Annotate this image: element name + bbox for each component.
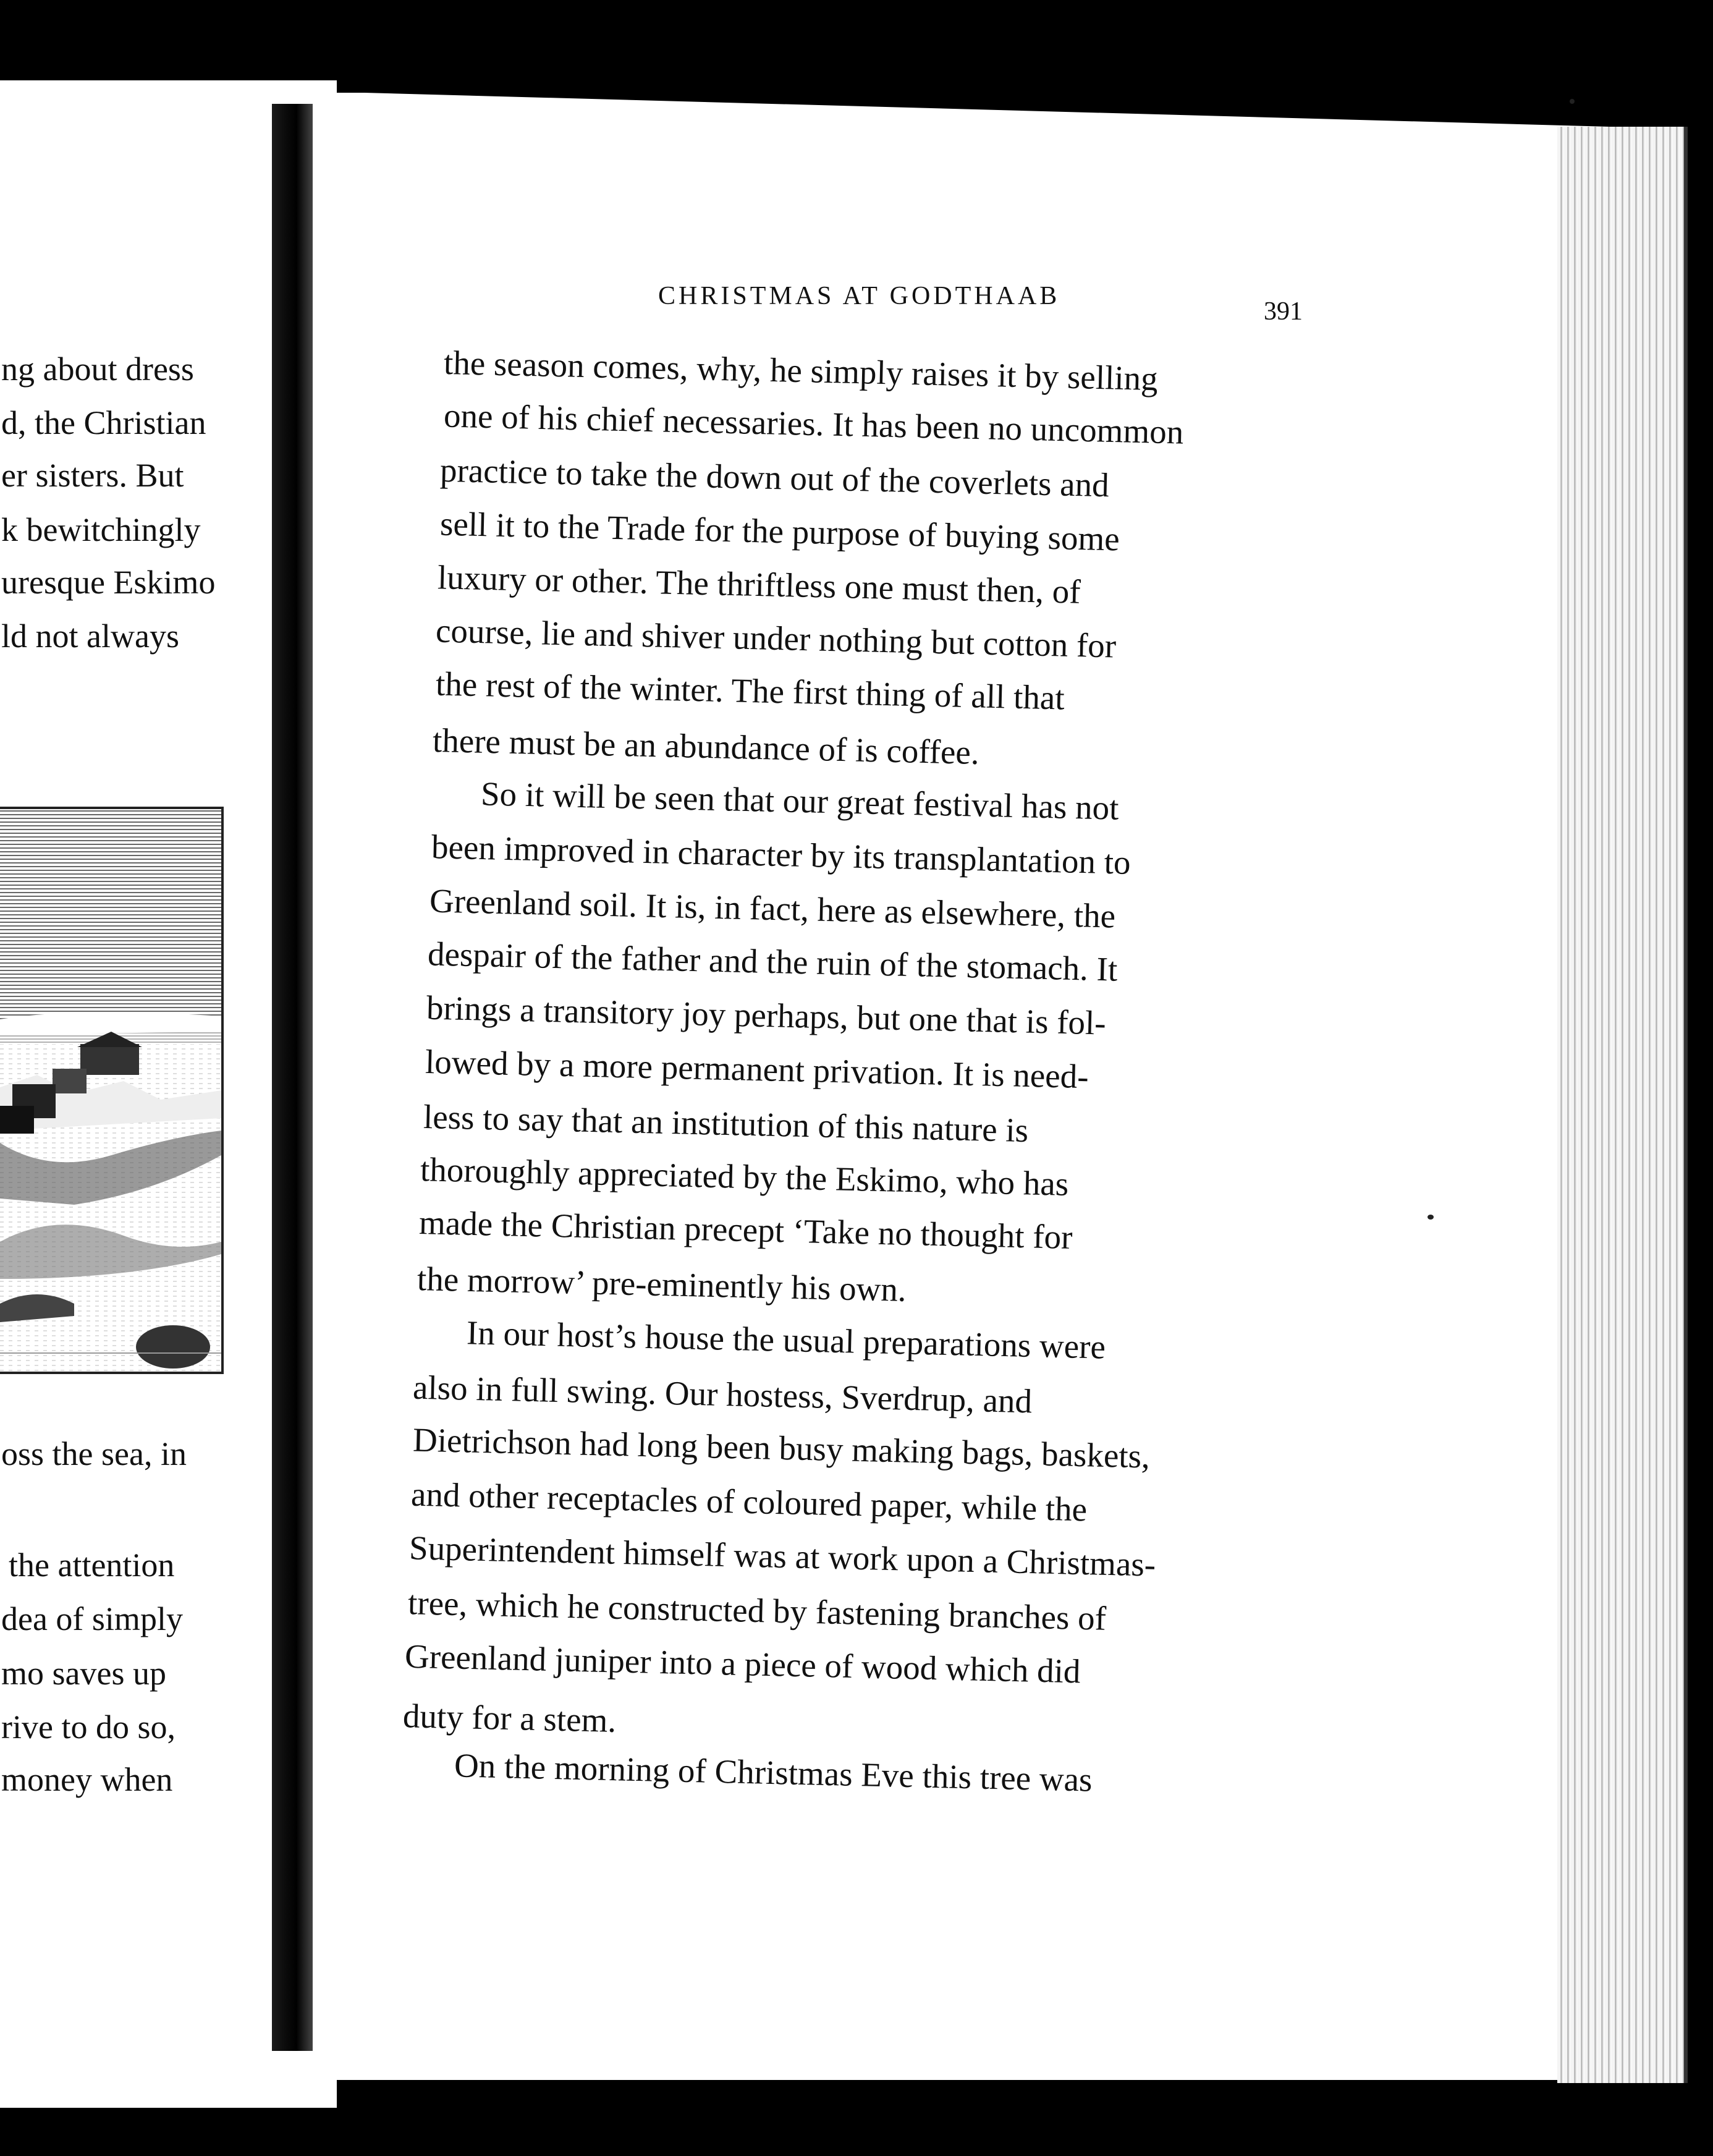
page-edges <box>1557 127 1688 2083</box>
body-line: course, lie and shiver under nothing but cotton for <box>435 611 1117 665</box>
left-page-line: oss the sea, in <box>1 1435 187 1472</box>
scan-speck <box>1570 99 1575 104</box>
body-line: the season comes, why, he simply raises it by selling <box>443 343 1159 398</box>
left-page-line: ng about dress <box>1 350 194 388</box>
body-line: lowed by a more permanent privation. It is need- <box>425 1042 1089 1096</box>
body-line: sell it to the Trade for the purpose of buying some <box>439 504 1120 558</box>
body-line: In our host’s house the usual preparations were <box>466 1314 1106 1366</box>
body-line: thoroughly appreciated by the Eskimo, who has <box>420 1150 1069 1203</box>
body-line: there must be an abundance of is coffee. <box>432 721 980 772</box>
left-page-line: the attention <box>9 1547 175 1584</box>
body-line: the morrow’ pre-eminently his own. <box>417 1260 907 1309</box>
scan-speck <box>1428 1215 1434 1220</box>
left-page-line: uresque Eskimo <box>1 564 216 601</box>
running-head: CHRISTMAS AT GODTHAAB <box>658 282 1060 310</box>
left-page-line: money when <box>1 1761 173 1798</box>
body-line: Greenland juniper into a piece of wood which did <box>404 1637 1081 1691</box>
engraving-illustration <box>0 807 224 1374</box>
body-line: been improved in character by its transplantation to <box>431 828 1131 881</box>
body-line: Dietrichson had long been busy making bags, baskets, <box>412 1420 1151 1475</box>
body-line: and other receptacles of coloured paper, while the <box>410 1475 1088 1529</box>
body-line: one of his chief necessaries. It has been no uncommon <box>443 396 1184 451</box>
left-page-line: rive to do so, <box>1 1708 176 1746</box>
left-page-line: k bewitchingly <box>1 511 201 548</box>
body-line: made the Christian precept ‘Take no thought for <box>418 1203 1073 1256</box>
left-page-line: mo saves up <box>1 1655 166 1692</box>
body-line: practice to take the down out of the coverlets and <box>439 451 1110 504</box>
body-line: tree, which he constructed by fastening branches of <box>407 1584 1107 1637</box>
page-number: 391 <box>1264 297 1303 326</box>
body-line: On the morning of Christmas Eve this tree was <box>454 1746 1093 1799</box>
left-page-line: er sisters. But <box>1 457 184 494</box>
body-line: also in full swing. Our hostess, Sverdrup, and <box>412 1368 1033 1420</box>
binding-gutter <box>272 104 313 2051</box>
body-line: Greenland soil. It is, in fact, here as elsewhere, the <box>429 881 1116 935</box>
body-line: Superintendent himself was at work upon a Christmas- <box>408 1529 1156 1584</box>
arctic-landscape-engraving <box>0 809 221 1372</box>
body-line: less to say that an institution of this nature is <box>423 1097 1029 1150</box>
body-line: brings a transitory joy perhaps, but one that is fol- <box>426 988 1107 1042</box>
body-line: So it will be seen that our great festival has not <box>480 775 1120 827</box>
left-page-line: d, the Christian <box>1 404 206 441</box>
left-page-line: dea of simply <box>1 1600 183 1637</box>
body-line: luxury or other. The thriftless one must then, of <box>437 558 1081 611</box>
left-page-line: ld not always <box>1 618 179 655</box>
body-line: despair of the father and the ruin of the stomach. It <box>427 935 1118 988</box>
body-line: the rest of the winter. The first thing of all that <box>435 664 1065 717</box>
body-line: duty for a stem. <box>402 1697 617 1739</box>
